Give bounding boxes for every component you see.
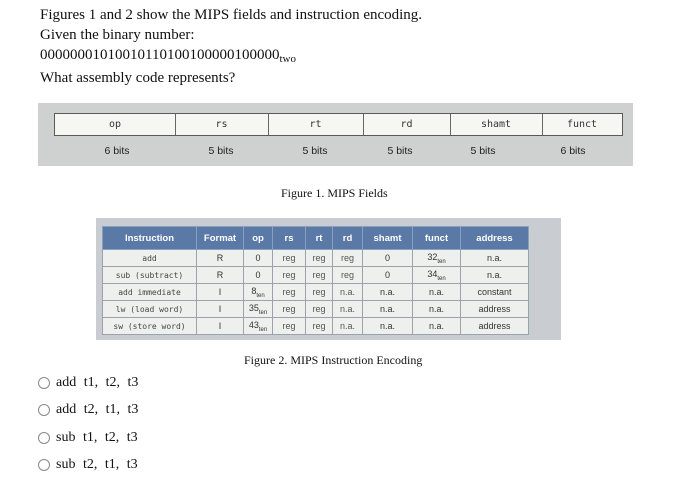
cell-funct: n.a. [413, 318, 461, 335]
option-4[interactable] [38, 455, 138, 475]
question-line-2: Given the binary number: [40, 27, 195, 43]
cell-rt: reg [306, 284, 333, 301]
cell-rs: reg [273, 318, 306, 335]
cell-op: $43_{ten}$ [244, 318, 273, 335]
cell-rd: n.a. [333, 301, 363, 318]
radio-button[interactable] [38, 404, 50, 416]
bits-rs: 5 bits [208, 145, 234, 157]
cell-address: address [461, 301, 529, 318]
cell-rd: n.a. [333, 318, 363, 335]
binary-subscript: two [279, 53, 296, 65]
bits-rt: 5 bits [302, 145, 328, 157]
option-label: add t1, t2, t3 [56, 375, 139, 390]
bits-funct: 6 bits [560, 145, 586, 157]
field-rt: rt [309, 119, 322, 130]
figure-1-caption: Figure 1. MIPS Fields [281, 186, 388, 200]
field-funct: funct [566, 119, 598, 130]
header-rd: rd [333, 227, 363, 250]
field-rd: rd [400, 119, 413, 130]
bits-rd: 5 bits [387, 145, 413, 157]
question-line-1: Figures 1 and 2 show the MIPS fields and instruction encoding. [40, 7, 423, 23]
cell-op: $8_{ten}$ [244, 284, 273, 301]
cell-address: n.a. [461, 250, 529, 267]
cell-format: R [197, 267, 244, 284]
cell-rd: reg [333, 267, 363, 284]
field-rs: rs [215, 119, 228, 130]
encoding-table [102, 226, 529, 335]
cell-op: 0 [244, 250, 273, 267]
option-1[interactable] [38, 373, 138, 393]
header-rs: rs [273, 227, 306, 250]
cell-rt: reg [306, 267, 333, 284]
cell-format: I [197, 284, 244, 301]
cell-op: $35_{ten}$ [244, 301, 273, 318]
cell-format: I [197, 301, 244, 318]
header-address: address [461, 227, 529, 250]
table-row [103, 250, 529, 267]
table-row [103, 267, 529, 284]
option-label: add t2, t1, t3 [56, 402, 139, 417]
cell-shamt: n.a. [363, 301, 413, 318]
cell-rs: reg [273, 301, 306, 318]
question-line-4: What assembly code represents? [40, 70, 236, 86]
field-op: op [108, 119, 122, 130]
mips-fields-box [54, 113, 623, 136]
option-label: sub t1, t2, t3 [56, 430, 138, 445]
cell-instruction: add [103, 250, 197, 267]
radio-button[interactable] [38, 377, 50, 389]
cell-funct: n.a. [413, 301, 461, 318]
cell-op: 0 [244, 267, 273, 284]
cell-address: n.a. [461, 267, 529, 284]
cell-rt: reg [306, 250, 333, 267]
cell-instruction: lw (load word) [103, 301, 197, 318]
header-rt: rt [306, 227, 333, 250]
cell-address: address [461, 318, 529, 335]
option-label: sub t2, t1, t3 [56, 457, 138, 472]
binary-number [40, 46, 296, 68]
mips-fields-figure [38, 103, 633, 166]
cell-rt: reg [306, 318, 333, 335]
bits-shamt: 5 bits [470, 145, 496, 157]
header-format: Format [197, 227, 244, 250]
cell-rt: reg [306, 301, 333, 318]
cell-shamt: 0 [363, 267, 413, 284]
table-row [103, 318, 529, 335]
mips-encoding-figure [96, 218, 561, 340]
header-instruction: Instruction [103, 227, 197, 250]
cell-format: I [197, 318, 244, 335]
cell-rd: reg [333, 250, 363, 267]
header-op: op [244, 227, 273, 250]
table-row [103, 284, 529, 301]
cell-instruction: sw (store word) [103, 318, 197, 335]
header-shamt: shamt [363, 227, 413, 250]
cell-instruction: add immediate [103, 284, 197, 301]
cell-rs: reg [273, 267, 306, 284]
radio-button[interactable] [38, 432, 50, 444]
cell-funct: $34_{ten}$ [413, 267, 461, 284]
cell-funct: $32_{ten}$ [413, 250, 461, 267]
table-row [103, 301, 529, 318]
cell-rs: reg [273, 284, 306, 301]
cell-funct: n.a. [413, 284, 461, 301]
cell-format: R [197, 250, 244, 267]
cell-address: constant [461, 284, 529, 301]
cell-shamt: n.a. [363, 318, 413, 335]
cell-rd: n.a. [333, 284, 363, 301]
option-3[interactable] [38, 428, 138, 448]
header-funct: funct [413, 227, 461, 250]
cell-rs: reg [273, 250, 306, 267]
binary-digits: 00000001010010110100100000100000 [40, 47, 280, 63]
cell-shamt: 0 [363, 250, 413, 267]
cell-shamt: n.a. [363, 284, 413, 301]
field-shamt: shamt [480, 119, 512, 130]
bits-op: 6 bits [104, 145, 130, 157]
radio-button[interactable] [38, 459, 50, 471]
figure-2-caption: Figure 2. MIPS Instruction Encoding [244, 353, 423, 367]
cell-instruction: sub (subtract) [103, 267, 197, 284]
option-2[interactable] [38, 400, 138, 420]
